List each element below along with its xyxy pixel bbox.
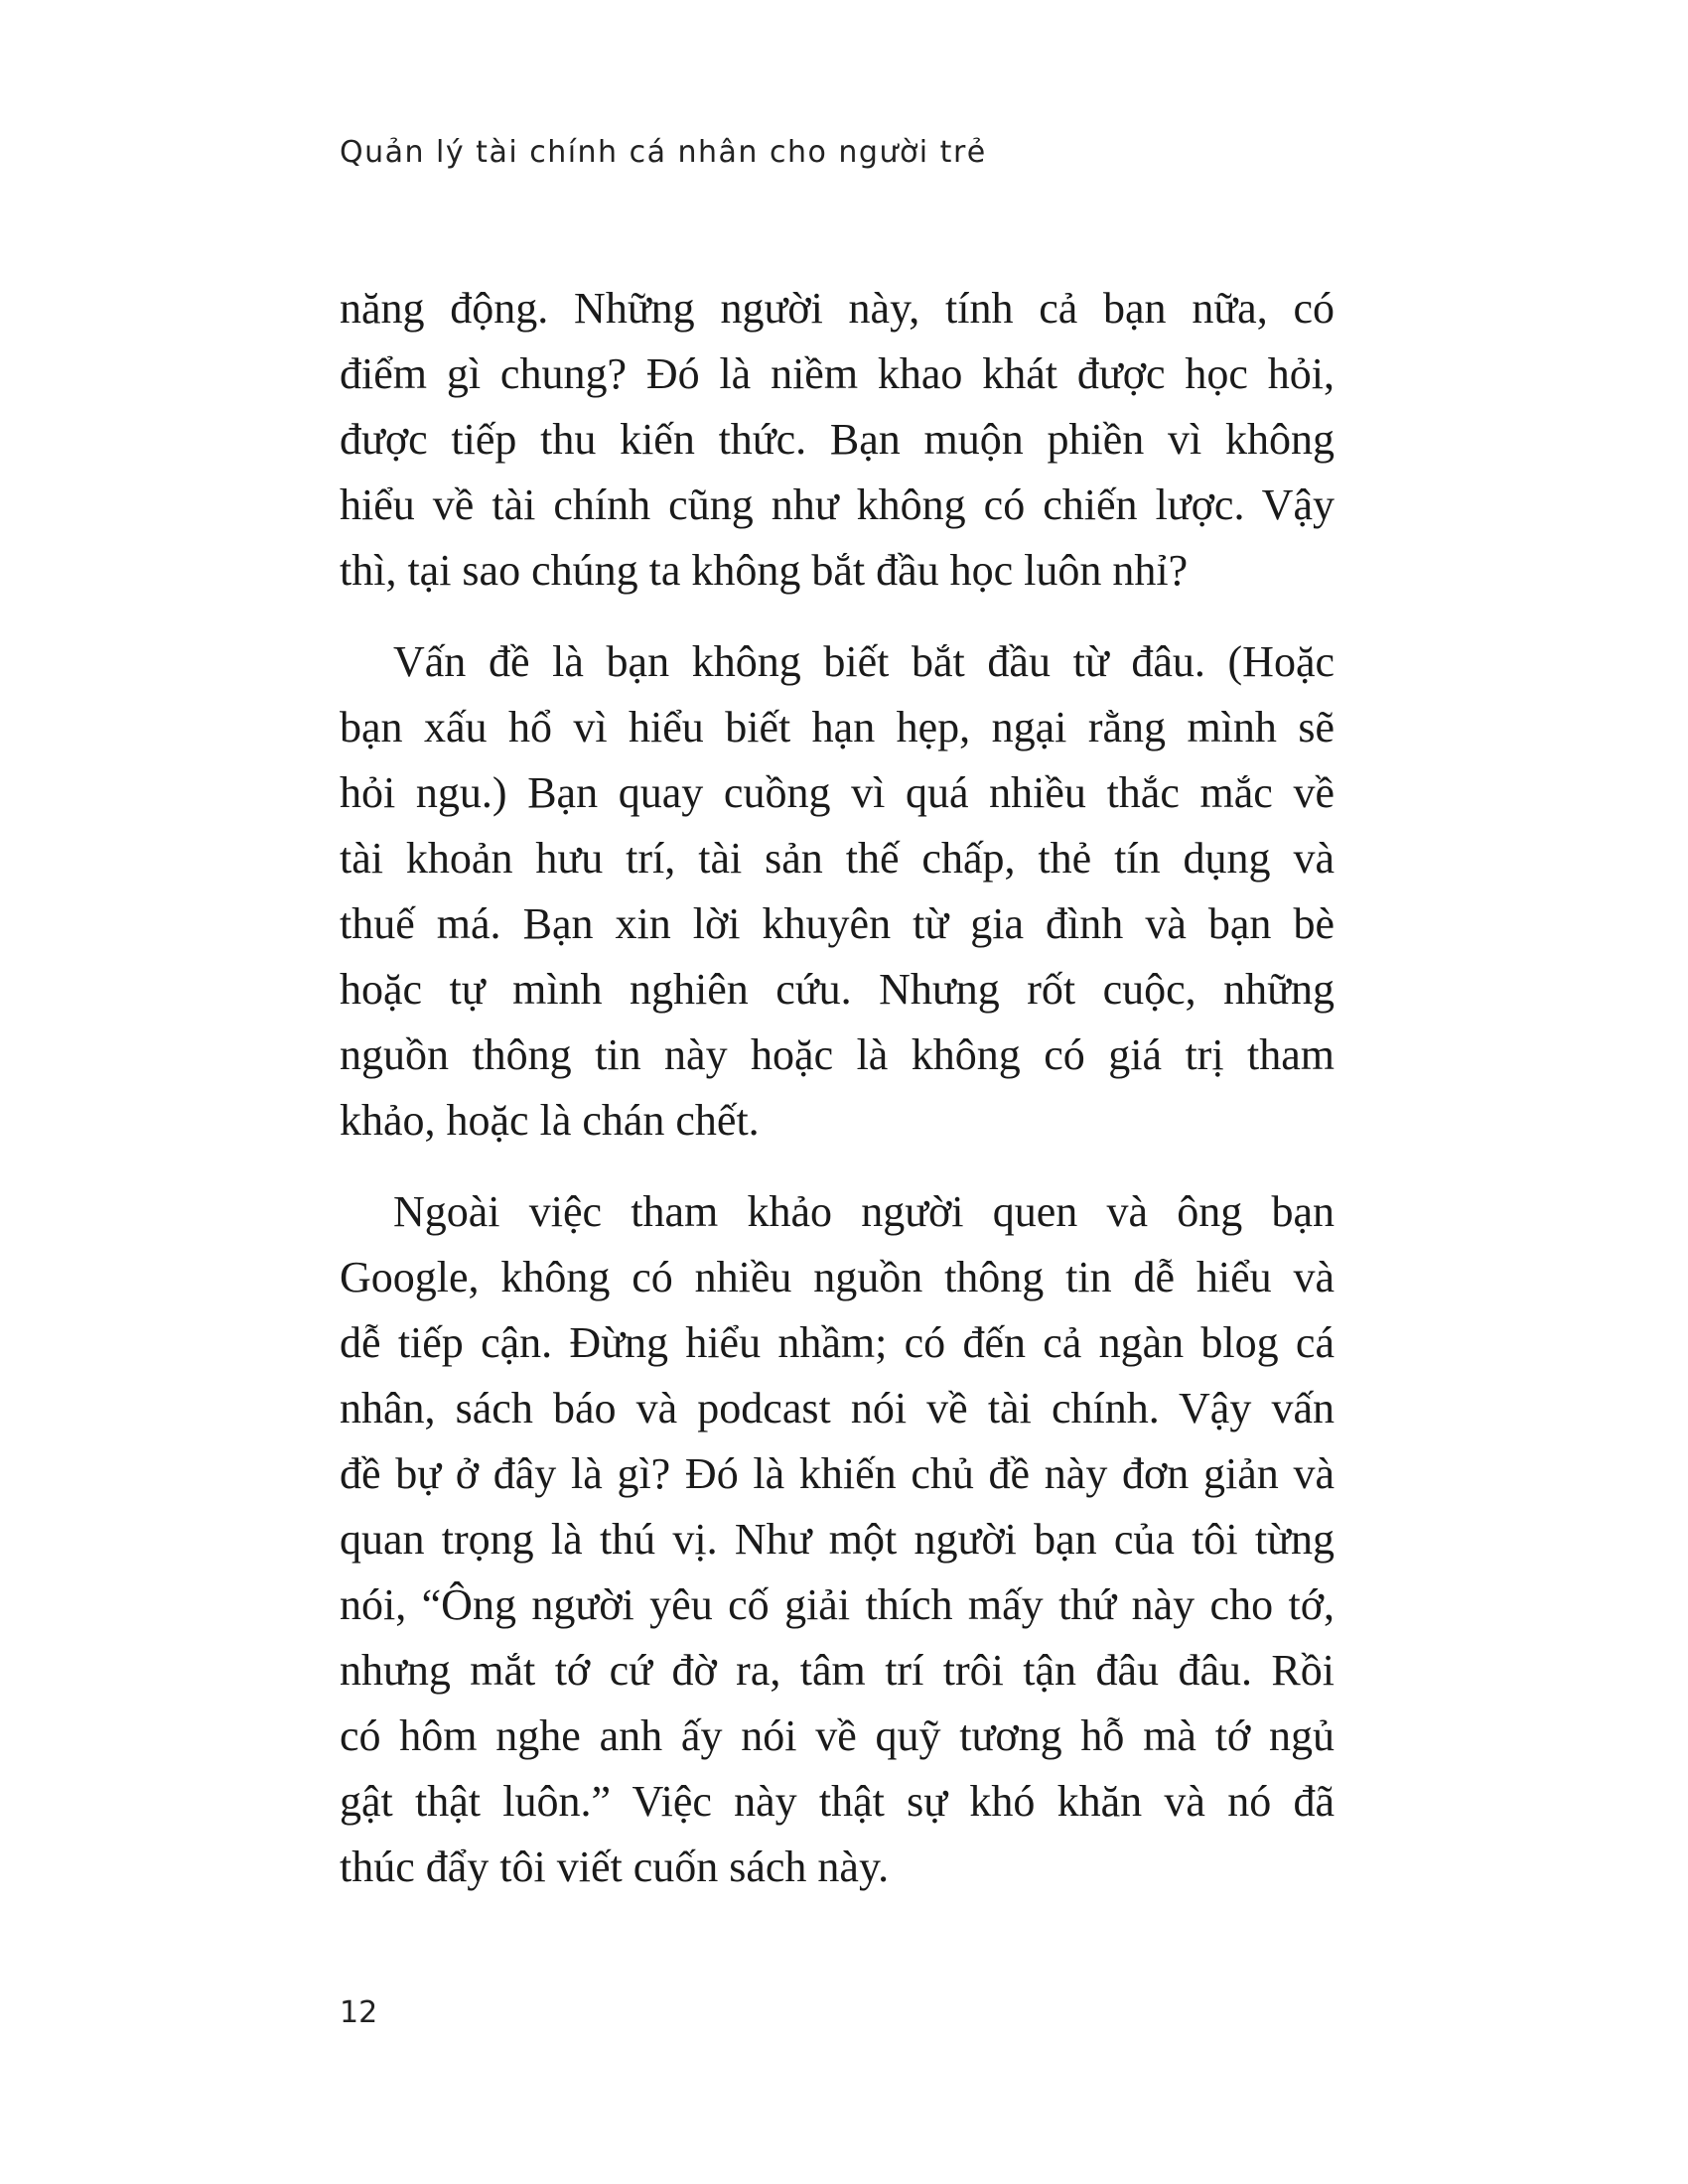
page-number: 12 xyxy=(340,1995,378,2030)
text-line: Vấn đề là bạn không biết bắt đầu từ đâu. (Hoặc xyxy=(393,637,1335,686)
text-line: nhưng mắt tớ cứ đờ ra, tâm trí trôi tận đâu đâu. Rồi xyxy=(340,1646,1335,1695)
text-line: dễ tiếp cận. Đừng hiểu nhầm; có đến cả ngàn blog cá xyxy=(340,1318,1335,1367)
running-header: Quản lý tài chính cá nhân cho người trẻ xyxy=(340,135,987,170)
text-line: khảo, hoặc là chán chết. xyxy=(340,1096,760,1145)
text-line: đề bự ở đây là gì? Đó là khiến chủ đề này đơn giản và xyxy=(340,1449,1335,1498)
text-line: Google, không có nhiều nguồn thông tin dễ hiểu và xyxy=(340,1253,1335,1301)
text-line: điểm gì chung? Đó là niềm khao khát được học hỏi, xyxy=(340,349,1335,398)
text-line: tài khoản hưu trí, tài sản thế chấp, thẻ tín dụng và xyxy=(340,834,1335,883)
text-line: bạn xấu hổ vì hiểu biết hạn hẹp, ngại rằng mình sẽ xyxy=(340,703,1335,751)
text-line: hoặc tự mình nghiên cứu. Nhưng rốt cuộc, những xyxy=(340,965,1335,1014)
body-text xyxy=(340,276,1335,1900)
text-line: hiểu về tài chính cũng như không có chiến lược. Vậy xyxy=(340,480,1335,529)
paragraph-1 xyxy=(340,276,1335,604)
text-line: thúc đẩy tôi viết cuốn sách này. xyxy=(340,1843,890,1891)
text-line: gật thật luôn.” Việc này thật sự khó khăn và nó đã xyxy=(340,1777,1335,1826)
text-line: hỏi ngu.) Bạn quay cuồng vì quá nhiều thắc mắc về xyxy=(340,768,1335,817)
paragraph-2 xyxy=(340,629,1335,1154)
text-line: có hôm nghe anh ấy nói về quỹ tương hỗ mà tớ ngủ xyxy=(340,1711,1335,1760)
text-line: được tiếp thu kiến thức. Bạn muộn phiền vì không xyxy=(340,415,1335,464)
text-line: thuế má. Bạn xin lời khuyên từ gia đình và bạn bè xyxy=(340,899,1335,948)
paragraph-3 xyxy=(340,1179,1335,1900)
text-line: thì, tại sao chúng ta không bắt đầu học luôn nhỉ? xyxy=(340,546,1189,595)
text-line: năng động. Những người này, tính cả bạn nữa, có xyxy=(340,284,1335,333)
text-line: nhân, sách báo và podcast nói về tài chính. Vậy vấn xyxy=(340,1384,1335,1433)
text-line: quan trọng là thú vị. Như một người bạn của tôi từng xyxy=(340,1515,1335,1564)
text-line: nguồn thông tin này hoặc là không có giá trị tham xyxy=(340,1030,1335,1079)
text-line: nói, “Ông người yêu cố giải thích mấy thứ này cho tớ, xyxy=(340,1580,1335,1629)
text-line: Ngoài việc tham khảo người quen và ông bạn xyxy=(393,1187,1335,1236)
